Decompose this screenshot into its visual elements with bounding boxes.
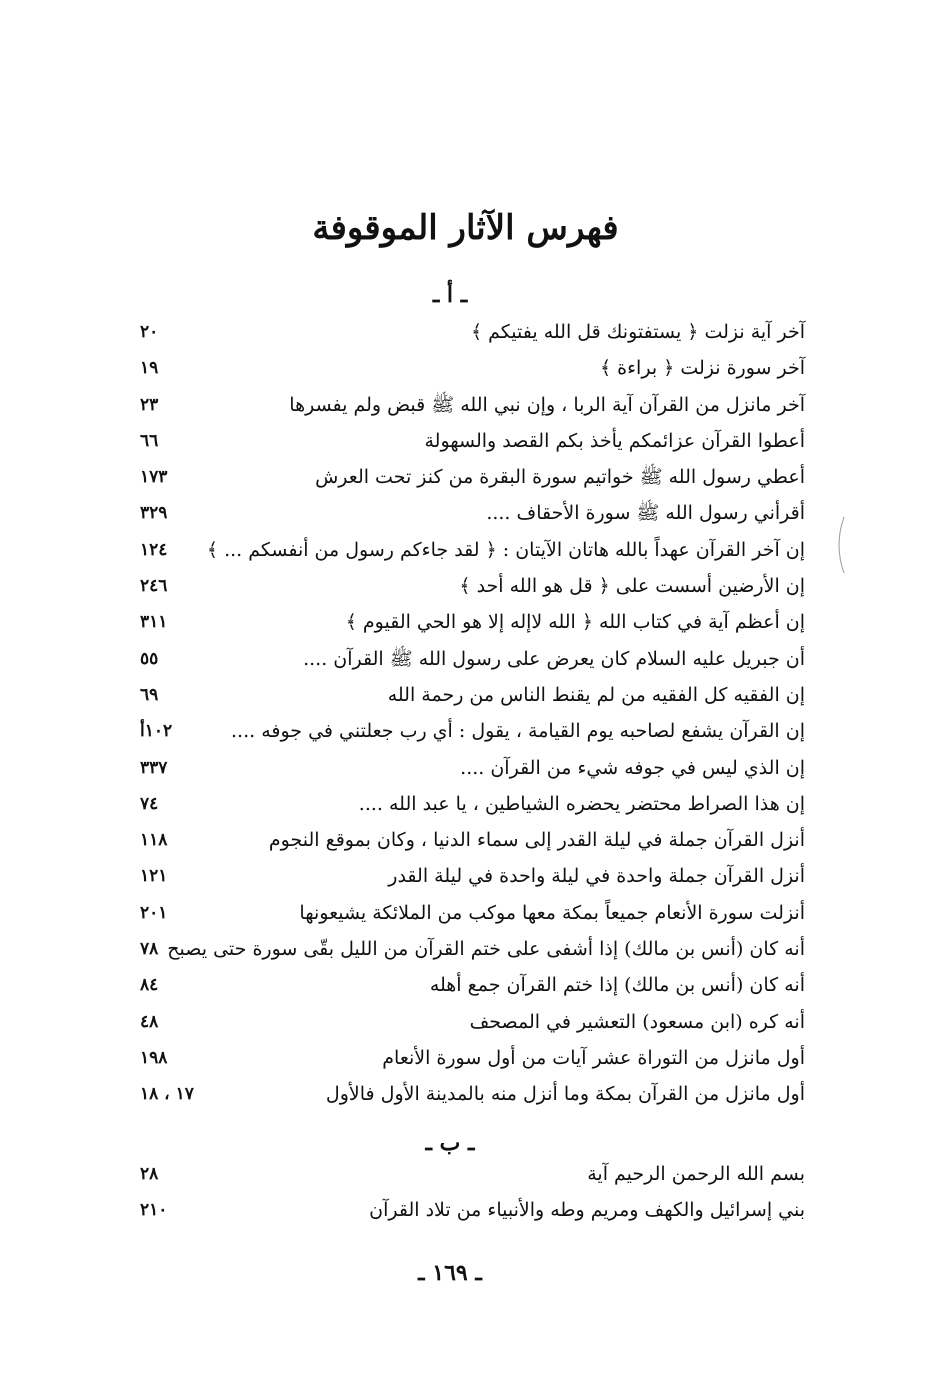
entry-text: أول مانزل من التوراة عشر آيات من أول سورة الأنعام [382,1046,805,1069]
entry-page-number: ١٩ [140,358,159,379]
entry-text: إن الفقيه كل الفقيه من لم يقنط الناس من رحمة الله [387,683,805,706]
entry-text: أنه كره (ابن مسعود) التعشير في المصحف [469,1010,805,1033]
index-entry [140,1040,805,1076]
entry-page-number: ٢٨ [140,1164,159,1184]
entry-text: أول مانزل من القرآن بمكة وما أنزل منه بالمدينة الأول فالأول [325,1083,805,1106]
entry-page-number: ٦٩ [140,684,159,705]
index-entry [140,641,805,677]
index-entry [140,822,805,858]
page-number: ـ ١٦٩ ـ [418,1260,482,1286]
entry-text: بسم الله الرحمن الرحيم آية [587,1163,805,1185]
margin-bracket-mark [832,515,846,575]
index-entry [140,314,805,350]
entry-page-number: ٢٣ [140,394,159,415]
entry-page-number: ١١٨ [140,830,168,851]
index-entry [140,750,805,786]
index-entry [140,532,805,568]
index-entry [140,1192,805,1228]
index-entry [140,423,805,459]
entry-page-number: ٥٥ [140,648,159,669]
entry-page-number: ٢٠ [140,322,159,342]
entry-text: أنه كان (أنس بن مالك) إذا أشفى على ختم القرآن من الليل بقّى سورة حتى يصبح [167,938,805,961]
entry-text: إن القرآن يشفع لصاحبه يوم القيامة ، يقول : أي رب جعلتني في جوفه .... [231,720,805,743]
index-list-ba [140,1156,805,1229]
index-entry [140,931,805,967]
index-entry [140,495,805,531]
index-entry [140,677,805,713]
entry-page-number: ٢١٠ [140,1200,168,1221]
entry-text: آخر آية نزلت ﴿ يستفتونك قل الله يفتيكم ﴾ [470,321,805,343]
page-title: فهرس الآثار الموقوفة [312,208,619,248]
section-letter-ba: ـ ب ـ [425,1130,475,1156]
entry-text: أنه كان (أنس بن مالك) إذا ختم القرآن جمع أهله [429,974,805,997]
index-entry [140,350,805,386]
entry-text: أعطوا القرآن عزائمكم يأخذ بكم القصد والسهولة [424,429,805,452]
index-entry [140,1076,805,1112]
entry-page-number: ١٢٤ [140,539,168,560]
entry-page-number: ١٧ ، ١٨ [140,1084,194,1105]
entry-text: أنزلت سورة الأنعام جميعاً بمكة معها موكب من الملائكة يشيعونها [299,901,805,924]
entry-page-number: ١٢١ [140,866,168,887]
index-entry [140,604,805,640]
index-entry [140,1004,805,1040]
index-entry [140,786,805,822]
index-entry [140,895,805,931]
entry-text: بني إسرائيل والكهف ومريم وطه والأنبياء من تلاد القرآن [369,1199,805,1222]
entry-text: أن جبريل عليه السلام كان يعرض على رسول الله ﷺ القرآن .... [303,647,805,670]
entry-page-number: ٤٨ [140,1011,159,1032]
entry-text: إن الأرضين أسست على ﴿ قل هو الله أحد ﴾ [459,575,805,598]
entry-text: آخر مانزل من القرآن آية الربا ، وإن نبي الله ﷺ قبض ولم يفسرها [289,393,805,416]
entry-text: إن هذا الصراط محتضر يحضره الشياطين ، يا عبد الله .... [358,792,805,815]
entry-page-number: ١٧٣ [140,467,168,488]
entry-text: آخر سورة نزلت ﴿ براءة ﴾ [600,357,805,380]
section-letter-alif: ـ أ ـ [432,282,468,308]
index-entry [140,459,805,495]
entry-page-number: ٢٤٦ [140,576,168,597]
entry-page-number: ٢٠١ [140,902,168,923]
entry-text: أعطي رسول الله ﷺ خواتيم سورة البقرة من كنز تحت العرش [315,466,805,489]
index-entry [140,1156,805,1192]
entry-text: أنزل القرآن جملة في ليلة القدر إلى سماء الدنيا ، وكان بموقع النجوم [268,829,805,852]
index-entry [140,568,805,604]
entry-text: إن الذي ليس في جوفه شيء من القرآن .... [460,756,805,779]
entry-page-number: ٧٨ [140,939,159,960]
index-entry [140,387,805,423]
index-entry [140,858,805,894]
entry-page-number: ١٩٨ [140,1047,168,1068]
index-entry [140,713,805,749]
entry-page-number: ٨٤ [140,975,159,996]
index-entry [140,967,805,1003]
entry-page-number: ٣١١ [140,612,168,633]
index-list-alif [140,314,805,1113]
entry-text: أنزل القرآن جملة واحدة في ليلة واحدة في ليلة القدر [388,865,805,888]
entry-page-number: ٣٢٩ [140,503,168,524]
entry-page-number: ٣٣٧ [140,757,168,778]
entry-text: أقرأني رسول الله ﷺ سورة الأحقاف .... [486,502,805,525]
entry-page-number: ٦٦ [140,430,159,451]
entry-page-number: ١٠٢أ [140,721,173,742]
entry-page-number: ٧٤ [140,793,159,814]
entry-text: إن أعظم آية في كتاب الله ﴿ الله لاإله إلا هو الحي القيوم ﴾ [345,611,805,634]
entry-text: إن آخر القرآن عهداً بالله هاتان الآيتان : ﴿ لقد جاءكم رسول من أنفسكم ... ﴾ [206,538,805,561]
